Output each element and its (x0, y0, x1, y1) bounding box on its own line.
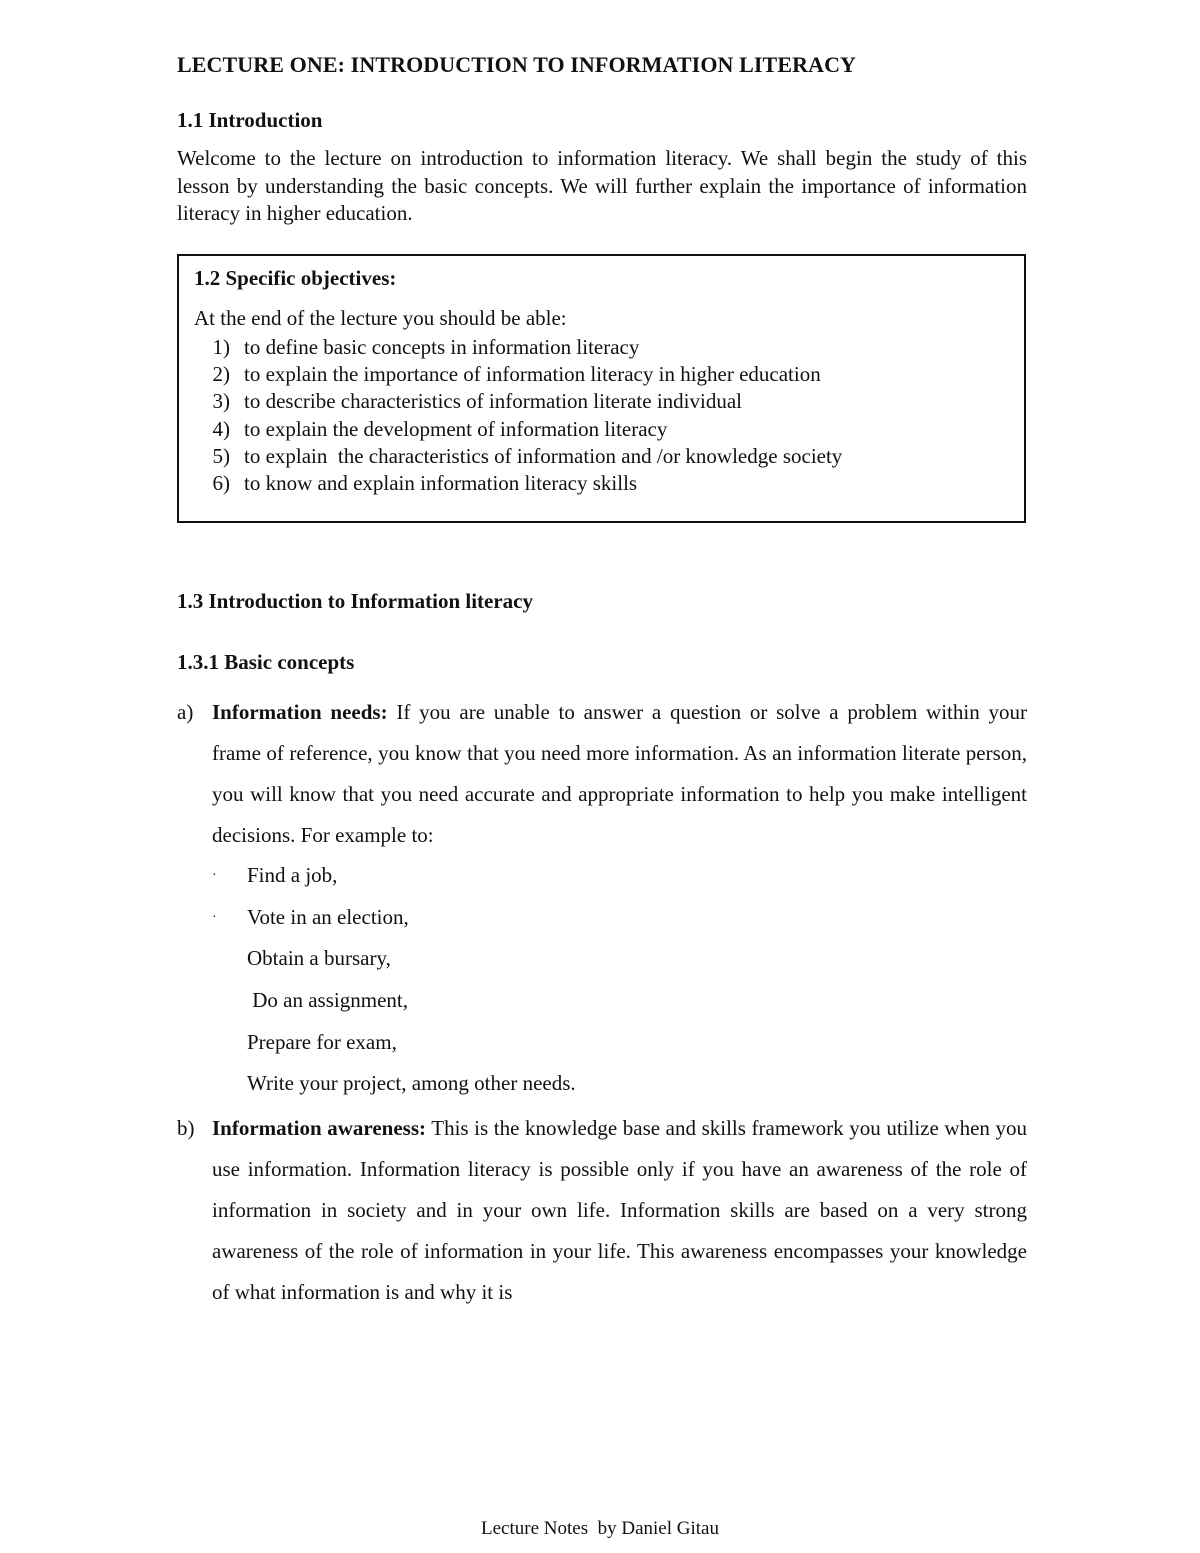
lecture-title: LECTURE ONE: INTRODUCTION TO INFORMATION LITERACY (177, 52, 857, 77)
item-text: If you are unable to answer a question or solve a problem within your frame of reference, you know that you need more information. As an information literate person, you will know that you need accurate and appropriate information to help you make intelligent decisions. For example to: (212, 700, 1027, 847)
objective-number: 4) (212, 416, 230, 441)
item-term: Information awareness: (212, 1116, 427, 1140)
example-item (212, 1063, 576, 1105)
page-footer: Lecture Notes by Daniel Gitau (481, 1518, 719, 1539)
item-term: Information needs: (212, 700, 388, 724)
objective-item (194, 470, 842, 497)
example-text: Prepare for exam, (247, 1029, 397, 1054)
objective-text: to explain the development of information literacy (244, 416, 668, 441)
objective-item (194, 388, 842, 415)
objective-text: to describe characteristics of information literate individual (244, 389, 742, 414)
section-heading-1-3-1: 1.3.1 Basic concepts (177, 650, 355, 674)
objective-text: to explain the importance of information literacy in higher education (244, 362, 821, 387)
item-body (212, 692, 1027, 856)
objectives-heading: 1.2 Specific objectives: (194, 266, 397, 290)
objective-number: 3) (212, 389, 230, 414)
objective-text: to know and explain information literacy skills (244, 470, 638, 495)
introduction-paragraph: Welcome to the lecture on introduction to information literacy. We shall begin the study of this lesson by understanding the basic concepts. We will further explain the importance of information literacy in higher education. (177, 146, 1027, 225)
objectives-lead: At the end of the lecture you should be able: (194, 306, 567, 330)
objectives-box (177, 254, 1026, 523)
example-item (212, 855, 576, 897)
item-label: b) (177, 1116, 195, 1140)
examples-list (212, 855, 576, 1105)
example-text: Find a job, (247, 863, 338, 887)
objective-number: 5) (212, 443, 230, 468)
concept-information-awareness (177, 1108, 1027, 1313)
example-item (212, 897, 576, 939)
item-label: a) (177, 700, 194, 724)
item-body (212, 1108, 1027, 1313)
objective-number: 1) (212, 335, 230, 359)
objective-item (194, 416, 842, 443)
bullet-icon: · (212, 909, 217, 925)
example-text: Vote in an election, (247, 904, 409, 929)
objective-item (194, 443, 842, 470)
example-text: Obtain a bursary, (247, 946, 391, 971)
example-text: Write your project, among other needs. (247, 1071, 576, 1096)
concept-information-needs (177, 692, 1027, 856)
objective-text: to explain the characteristics of information and /or knowledge society (244, 443, 843, 468)
item-text: This is the knowledge base and skills framework you utilize when you use information. Information literacy is possible only if you have an awareness of the role of information in society and in your own life. Information skills are based on a very strong awareness of the role of information in your life. This awareness encompasses your knowledge of what information is and why it is (212, 1116, 1027, 1304)
objective-item (194, 361, 842, 388)
objective-text: to define basic concepts in information literacy (244, 335, 640, 359)
example-item (212, 980, 576, 1022)
objective-number: 6) (212, 470, 230, 495)
example-item (212, 938, 576, 980)
example-text: Do an assignment, (247, 988, 408, 1013)
bullet-icon: · (212, 868, 217, 883)
example-item (212, 1022, 576, 1064)
section-heading-1-1: 1.1 Introduction (177, 108, 323, 132)
section-heading-1-3: 1.3 Introduction to Information literacy (177, 589, 534, 613)
objective-item (194, 334, 842, 361)
objective-number: 2) (212, 362, 230, 387)
objectives-list (194, 334, 842, 497)
